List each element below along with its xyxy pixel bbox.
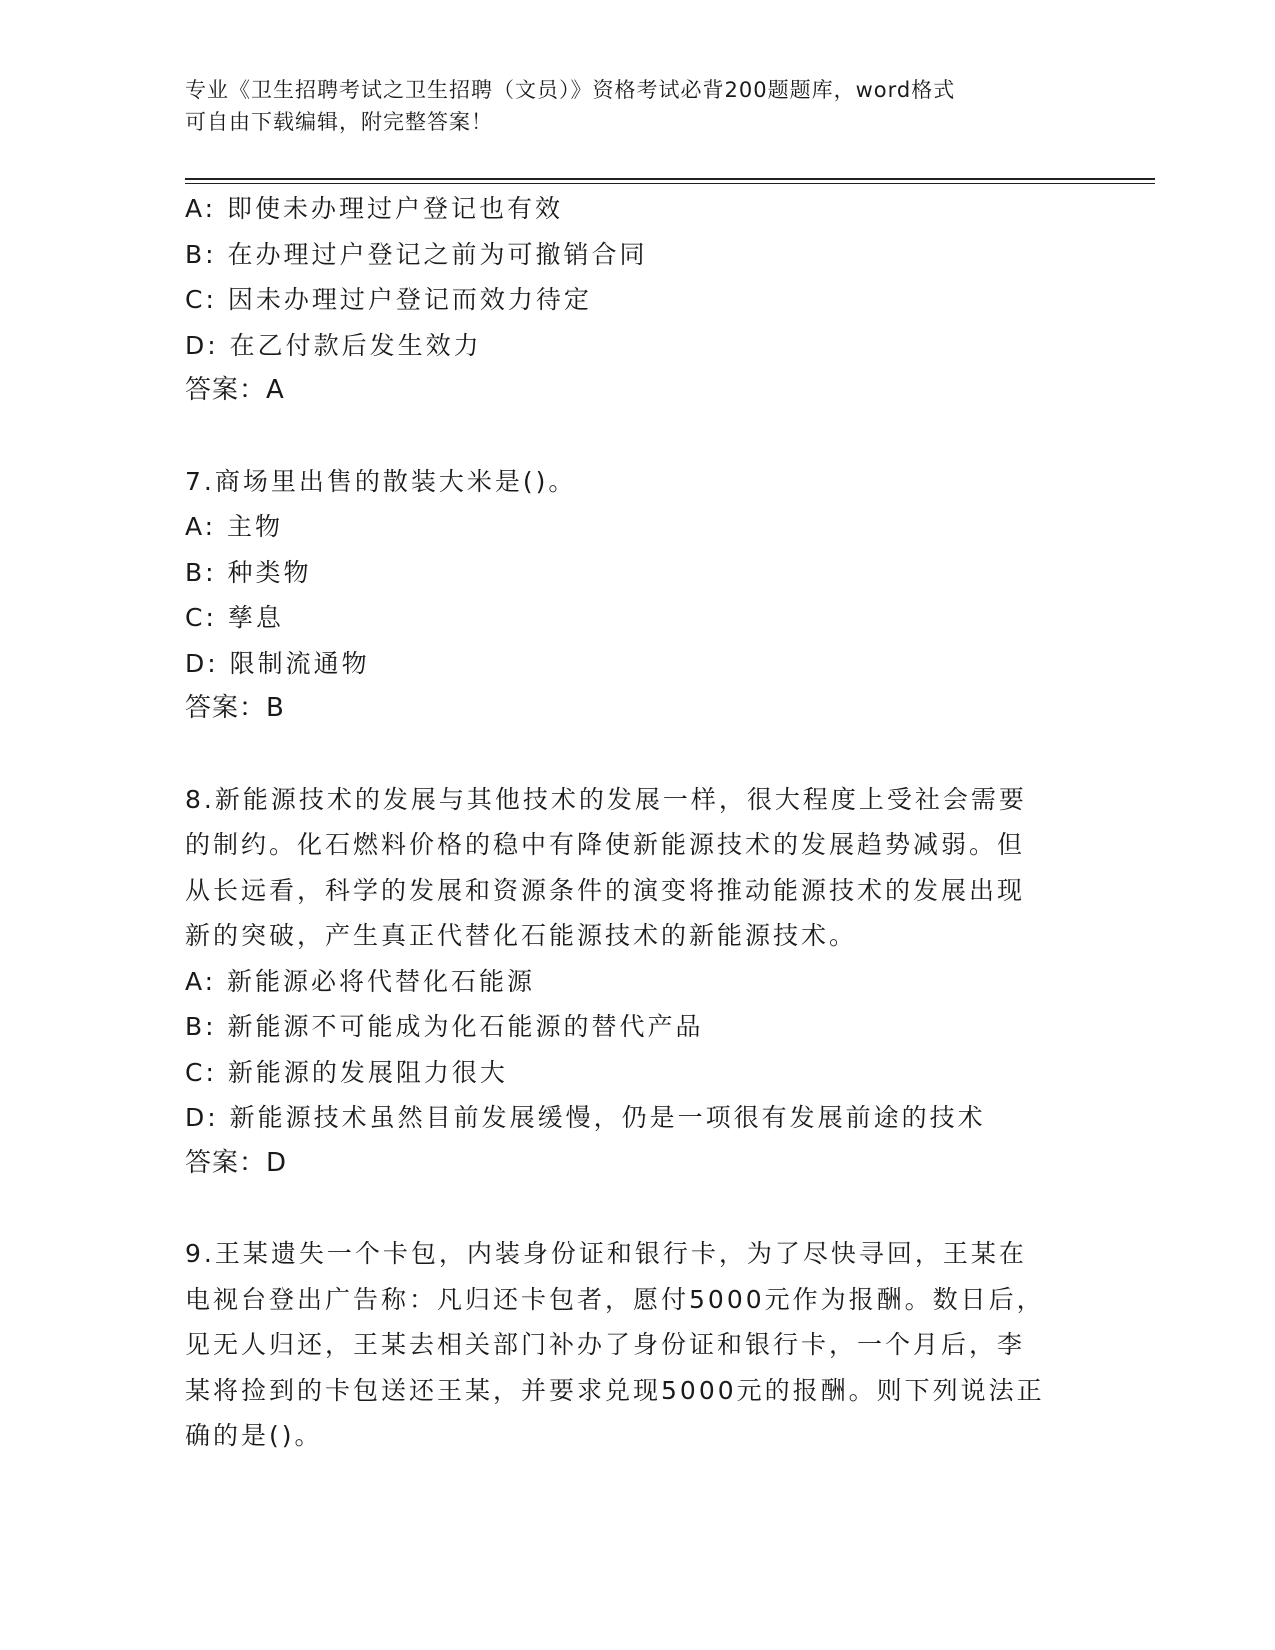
question-stem-line: 新的突破，产生真正代替化石能源技术的新能源技术。: [185, 921, 858, 950]
question-stem-line: 电视台登出广告称：凡归还卡包者，愿付5000元作为报酬。数日后，: [185, 1284, 1045, 1314]
option-a: A: 即使未办理过户登记也有效: [185, 194, 564, 223]
option-c: C: 因未办理过户登记而效力待定: [185, 285, 592, 314]
header-line-1: 专业《卫生招聘考试之卫生招聘（文员）》资格考试必背200题题库，word格式: [185, 78, 956, 102]
document-header: [185, 74, 1065, 138]
question-stem-line: 某将捡到的卡包送还王某，并要求兑现5000元的报酬。则下列说法正: [185, 1375, 1045, 1405]
question-stem: 7.商场里出售的散装大米是()。: [185, 466, 577, 496]
question-stem-line: 从长远看，科学的发展和资源条件的演变将推动能源技术的发展出现: [185, 875, 1026, 905]
question-stem-line: 确的是()。: [185, 1421, 323, 1450]
option-b: B: 在办理过户登记之前为可撤销合同: [185, 239, 648, 269]
question-stem-line: 见无人归还，王某去相关部门补办了身份证和银行卡，一个月后，李: [185, 1330, 1026, 1359]
header-line-2: 可自由下载编辑，附完整答案！: [185, 110, 493, 134]
question-stem-line: 9.王某遗失一个卡包，内装身份证和银行卡，为了尽快寻回，王某在: [185, 1239, 1027, 1268]
option-a: A: 新能源必将代替化石能源: [185, 966, 536, 996]
header-divider-thin: [185, 183, 1155, 184]
option-b: B: 种类物: [185, 557, 312, 587]
answer: 答案：B: [185, 693, 285, 723]
option-d: D: 限制流通物: [185, 648, 370, 678]
option-d: D: 新能源技术虽然目前发展缓慢，仍是一项很有发展前途的技术: [185, 1103, 986, 1132]
answer: 答案：A: [185, 375, 285, 405]
question-8: [185, 777, 1085, 1187]
spacer: [185, 414, 1085, 459]
spacer: [185, 1186, 1085, 1231]
spacer: [185, 732, 1085, 777]
question-6: [185, 186, 1085, 414]
question-stem-line: 的制约。化石燃料价格的稳中有降使新能源技术的发展趋势减弱。但: [185, 830, 1026, 859]
question-stem-line: 8.新能源技术的发展与其他技术的发展一样，很大程度上受社会需要: [185, 784, 1027, 814]
question-7: [185, 459, 1085, 732]
header-divider-thick: [185, 178, 1155, 180]
option-d: D: 在乙付款后发生效力: [185, 330, 482, 360]
question-content: [185, 186, 1085, 1459]
option-b: B: 新能源不可能成为化石能源的替代产品: [185, 1012, 704, 1041]
option-c: C: 新能源的发展阻力很大: [185, 1057, 508, 1087]
option-c: C: 孳息: [185, 603, 284, 632]
option-a: A: 主物: [185, 512, 284, 541]
question-9: [185, 1231, 1085, 1459]
answer: 答案：D: [185, 1147, 288, 1178]
